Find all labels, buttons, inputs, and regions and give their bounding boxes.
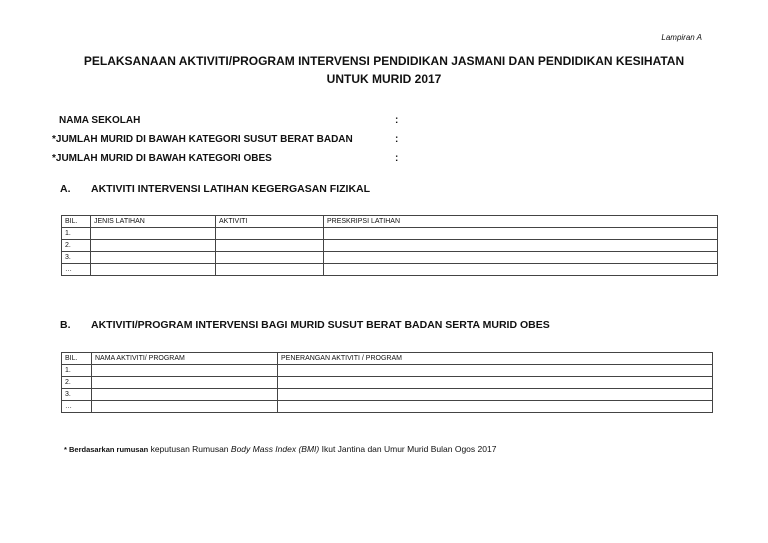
table-cell[interactable]	[324, 264, 718, 276]
table-cell[interactable]	[324, 252, 718, 264]
underweight-count-label: *JUMLAH MURID DI BAWAH KATEGORI SUSUT BERAT BADAN	[52, 134, 353, 145]
table-cell[interactable]	[278, 389, 713, 401]
document-title	[40, 52, 728, 88]
row-number: …	[62, 264, 91, 276]
info-row-susut	[52, 130, 412, 149]
table-cell[interactable]	[216, 264, 324, 276]
table-row	[62, 252, 718, 264]
section-a-letter: A.	[60, 183, 71, 195]
section-a-title: AKTIVITI INTERVENSI LATIHAN KEGERGASAN FIZIKAL	[91, 183, 371, 195]
table-b-header-cell: BIL.	[62, 353, 92, 365]
attachment-label: Lampiran A	[661, 33, 702, 42]
table-cell[interactable]	[92, 377, 278, 389]
table-row	[62, 389, 713, 401]
row-number: 2.	[62, 240, 91, 252]
table-cell[interactable]	[92, 365, 278, 377]
table-b-header-cell: PENERANGAN AKTIVITI / PROGRAM	[278, 353, 713, 365]
table-row	[62, 401, 713, 413]
row-number: 3.	[62, 252, 91, 264]
table-cell[interactable]	[92, 389, 278, 401]
table-a	[61, 215, 718, 276]
section-b-letter: B.	[60, 319, 71, 331]
table-b	[61, 352, 713, 413]
table-cell[interactable]	[91, 264, 216, 276]
row-number: 1.	[62, 228, 91, 240]
row-number: 1.	[62, 365, 92, 377]
section-b-heading	[60, 319, 550, 331]
table-cell[interactable]	[91, 240, 216, 252]
title-line-1: PELAKSANAAN AKTIVITI/PROGRAM INTERVENSI PENDIDIKAN JASMANI DAN PENDIDIKAN KESIHATAN	[83, 54, 685, 68]
table-cell[interactable]	[278, 377, 713, 389]
table-cell[interactable]	[216, 252, 324, 264]
table-a-header-cell: AKTIVITI	[216, 216, 324, 228]
table-cell[interactable]	[91, 228, 216, 240]
table-a-header-row	[62, 216, 718, 228]
title-line-2: UNTUK MURID 2017	[326, 72, 442, 86]
table-row	[62, 365, 713, 377]
table-b-header-row	[62, 353, 713, 365]
table-b-header-cell: NAMA AKTIVITI/ PROGRAM	[92, 353, 278, 365]
footnote-bold: * Berdasarkan rumusan	[64, 445, 149, 454]
row-number: 3.	[62, 389, 92, 401]
table-row	[62, 264, 718, 276]
table-cell[interactable]	[91, 252, 216, 264]
colon: :	[395, 134, 399, 145]
footnote-text-2: Ikut Jantina dan Umur Murid Bulan Ogos 2017	[319, 444, 497, 454]
info-row-school	[52, 111, 412, 130]
section-b-title: AKTIVITI/PROGRAM INTERVENSI BAGI MURID SUSUT BERAT BADAN SERTA MURID OBES	[91, 319, 550, 331]
table-cell[interactable]	[324, 240, 718, 252]
table-cell[interactable]	[92, 401, 278, 413]
row-number: 2.	[62, 377, 92, 389]
table-cell[interactable]	[324, 228, 718, 240]
footnote	[64, 444, 496, 454]
school-name-label: NAMA SEKOLAH	[59, 115, 141, 126]
table-row	[62, 240, 718, 252]
footnote-italic: Body Mass Index (BMI)	[230, 444, 320, 454]
colon: :	[395, 153, 399, 164]
table-cell[interactable]	[216, 228, 324, 240]
row-number: …	[62, 401, 92, 413]
table-cell[interactable]	[278, 365, 713, 377]
table-row	[62, 377, 713, 389]
colon: :	[395, 115, 399, 126]
obese-count-label: *JUMLAH MURID DI BAWAH KATEGORI OBES	[52, 153, 272, 164]
footnote-text-1: keputusan Rumusan	[148, 444, 231, 454]
table-row	[62, 228, 718, 240]
info-block	[52, 111, 412, 168]
table-a-header-cell: BIL.	[62, 216, 91, 228]
info-row-obes	[52, 149, 412, 168]
table-cell[interactable]	[216, 240, 324, 252]
table-a-header-cell: JENIS LATIHAN	[91, 216, 216, 228]
section-a-heading	[60, 183, 370, 195]
table-cell[interactable]	[278, 401, 713, 413]
table-a-header-cell: PRESKRIPSI LATIHAN	[324, 216, 718, 228]
